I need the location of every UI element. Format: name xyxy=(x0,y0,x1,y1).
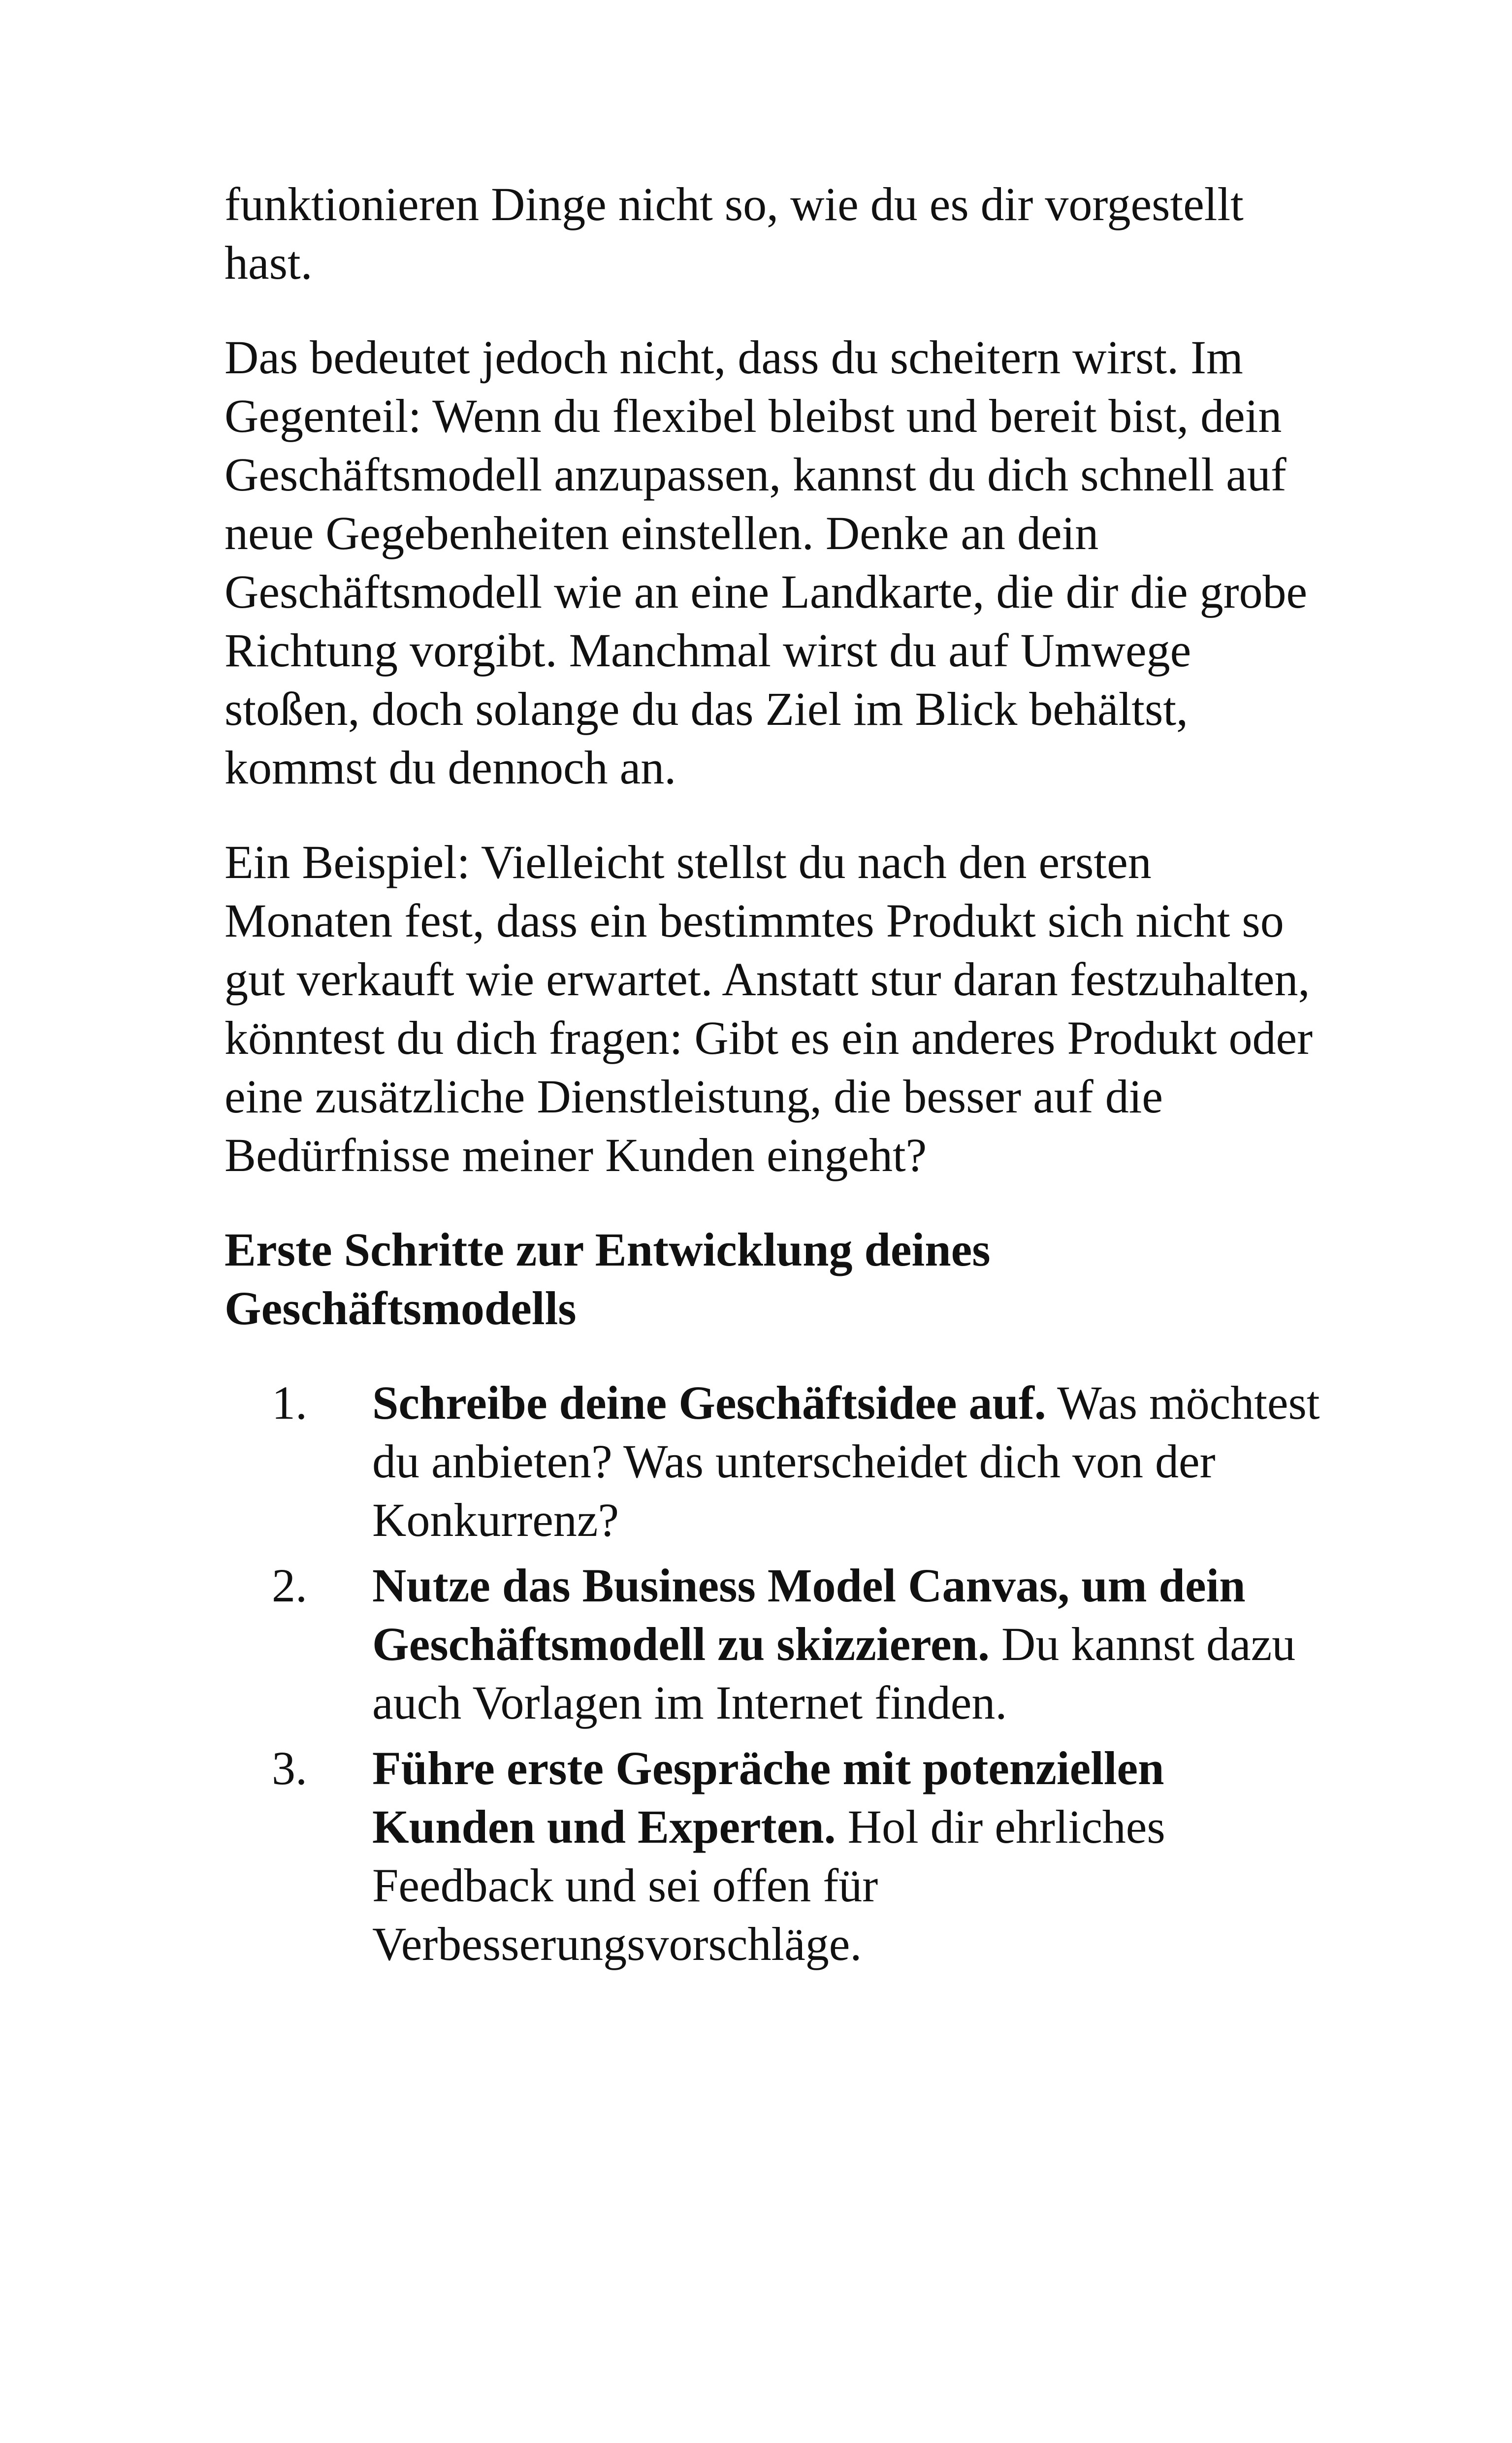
list-item-text: Du kannst dazu auch Vorlagen im Internet finden. xyxy=(372,1618,1296,1729)
list-item-number: 2. xyxy=(272,1559,307,1612)
list-item-text: Was möchtest du anbieten? Was unterscheidet dich von der Konkurrenz? xyxy=(372,1376,1320,1546)
list-item xyxy=(225,1373,1327,1549)
list-item-body xyxy=(372,1373,1327,1549)
list-item-bold-lead: Schreibe deine Geschäftsidee auf. xyxy=(372,1376,1046,1429)
paragraph-continuation: funktionieren Dinge nicht so, wie du es dir vorgestellt hast. xyxy=(225,178,1244,289)
paragraph-flexibility: Das bedeutet jedoch nicht, dass du scheitern wirst. Im Gegenteil: Wenn du flexibel bleibst und bereit bist, dein Geschäftsmodell anzupassen, kannst du dich schnell auf neue Gegebenheiten einstellen. Denke an dein Geschäftsmodell wie an eine Landkarte, die dir die grobe Richtung vorgibt. Manchmal wirst du auf Umwege stoßen, doch solange du das Ziel im Blick behältst, kommst du dennoch an. xyxy=(225,331,1308,794)
document-page xyxy=(225,175,1327,1980)
list-item-bold-lead: Nutze das Business Model Canvas, um dein Geschäftsmodell zu skizzieren. xyxy=(372,1559,1246,1670)
section-heading: Erste Schritte zur Entwicklung deines Geschäftsmodells xyxy=(225,1223,991,1335)
paragraph-example: Ein Beispiel: Vielleicht stellst du nach den ersten Monaten fest, dass ein bestimmtes Produkt sich nicht so gut verkauft wie erwartet. Anstatt stur daran festzuhalten, könntest du dich fragen: Gibt es ein anderes Produkt oder eine zusätzliche Dienstleistung, die besser auf die Bedürfnisse meiner Kunden eingeht? xyxy=(225,836,1313,1181)
list-item-body xyxy=(372,1739,1327,1973)
list-item-text: Hol dir ehrliches Feedback und sei offen für Verbesserungsvorschläge. xyxy=(372,1800,1165,1970)
list-item-bold-lead: Führe erste Gespräche mit potenziellen Kunden und Experten. xyxy=(372,1742,1164,1853)
steps-list xyxy=(225,1373,1327,1973)
list-item xyxy=(225,1739,1327,1973)
list-item-number: 3. xyxy=(272,1742,307,1794)
list-item-number: 1. xyxy=(272,1376,307,1429)
list-item xyxy=(225,1556,1327,1732)
list-item-body xyxy=(372,1556,1327,1732)
